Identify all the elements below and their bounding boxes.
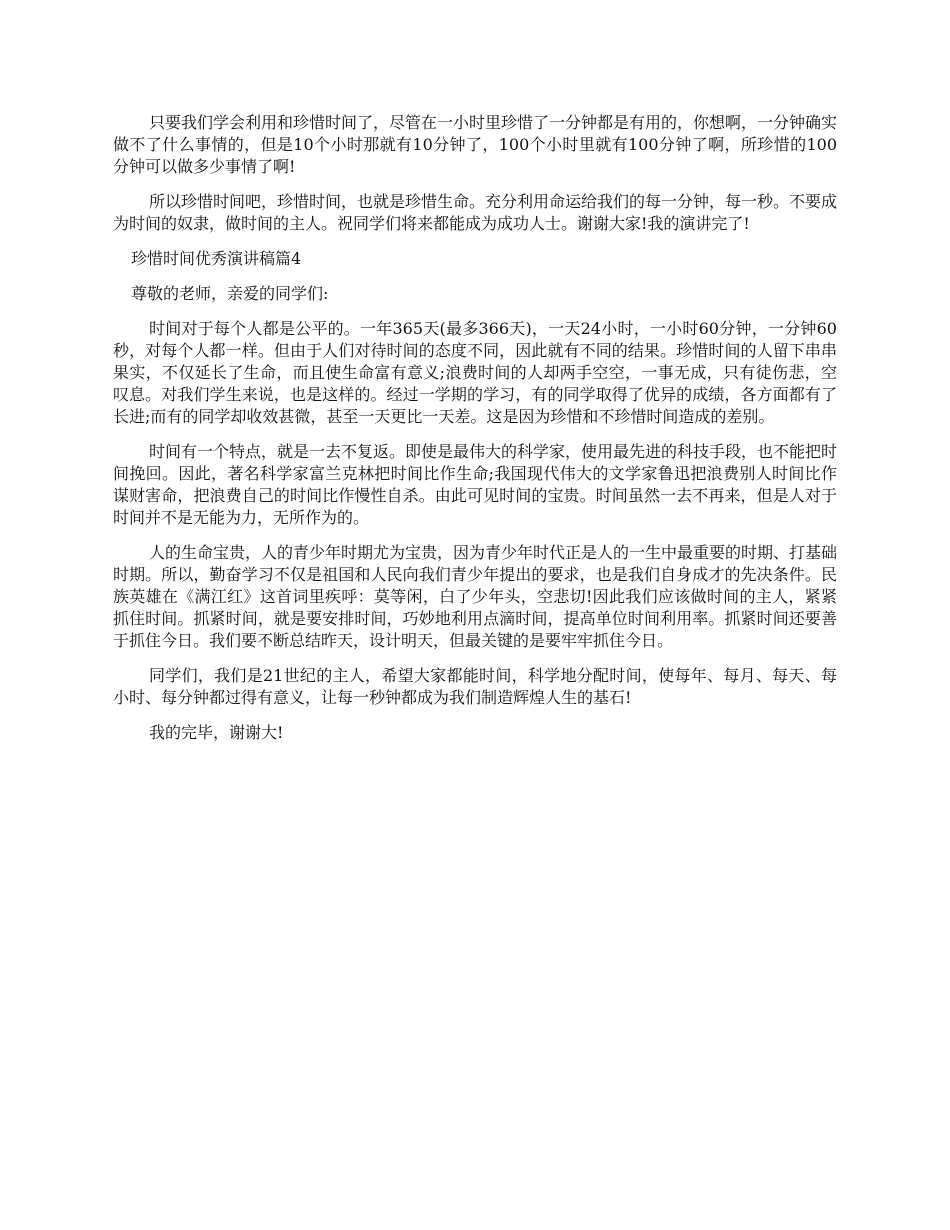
paragraph-2: 所以珍惜时间吧，珍惜时间，也就是珍惜生命。充分利用命运给我们的每一分钟，每一秒。不要成为时间的奴隶，做时间的主人。祝同学们将来都能成为成功人士。谢谢大家!我的演讲完了! (113, 192, 838, 233)
salutation: 尊敬的老师，亲爱的同学们: (131, 284, 329, 303)
section-title: 珍惜时间优秀演讲稿篇4 (131, 249, 302, 268)
paragraph-1: 只要我们学会利用和珍惜时间了，尽管在一小时里珍惜了一分钟都是有用的，你想啊，一分钟确实做不了什么事情的，但是10个小时那就有10分钟了，100个小时里就有100分钟了啊，所珍惜的100分钟可以做多少事情了啊! (113, 113, 838, 176)
paragraph-5: 人的生命宝贵，人的青少年时期尤为宝贵，因为青少年时代正是人的一生中最重要的时期、打基础时期。所以，勤奋学习不仅是祖国和人民向我们青少年提出的要求，也是我们自身成才的先决条件。民族英雄在《满江红》这首词里疾呼：莫等闲，白了少年头，空悲切!因此我们应该做时间的主人，紧紧抓住时间。抓紧时间，就是要安排时间，巧妙地利用点滴时间，提高单位时间利用率。抓紧时间还要善于抓住今日。我们要不断总结昨天，设计明天，但最关键的是要牢牢抓住今日。 (113, 543, 838, 650)
paragraph-3: 时间对于每个人都是公平的。一年365天(最多366天)，一天24小时，一小时60分钟，一分钟60秒，对每个人都一样。但由于人们对待时间的态度不同，因此就有不同的结果。珍惜时间的人留下串串果实，不仅延长了生命，而且使生命富有意义;浪费时间的人却两手空空，一事无成，只有徒伤悲，空叹息。对我们学生来说，也是这样的。经过一学期的学习，有的同学取得了优异的成绩，各方面都有了长进;而有的同学却收效甚微，甚至一天更比一天差。这是因为珍惜和不珍惜时间造成的差别。 (113, 319, 837, 426)
document-page (113, 112, 837, 757)
paragraph-6: 同学们，我们是21世纪的主人，希望大家都能时间，科学地分配时间，使每年、每月、每天、每小时、每分钟都过得有意义，让每一秒钟都成为我们制造辉煌人生的基石! (113, 666, 837, 707)
paragraph-7: 我的完毕，谢谢大! (149, 723, 284, 742)
paragraph-4: 时间有一个特点，就是一去不复返。即使是最伟大的科学家，使用最先进的科技手段，也不能把时间挽回。因此，著名科学家富兰克林把时间比作生命;我国现代伟大的文学家鲁迅把浪费别人时间比作谋财害命，把浪费自己的时间比作慢性自杀。由此可见时间的宝贵。时间虽然一去不再来，但是人对于时间并不是无能为力，无所作为的。 (113, 442, 838, 527)
